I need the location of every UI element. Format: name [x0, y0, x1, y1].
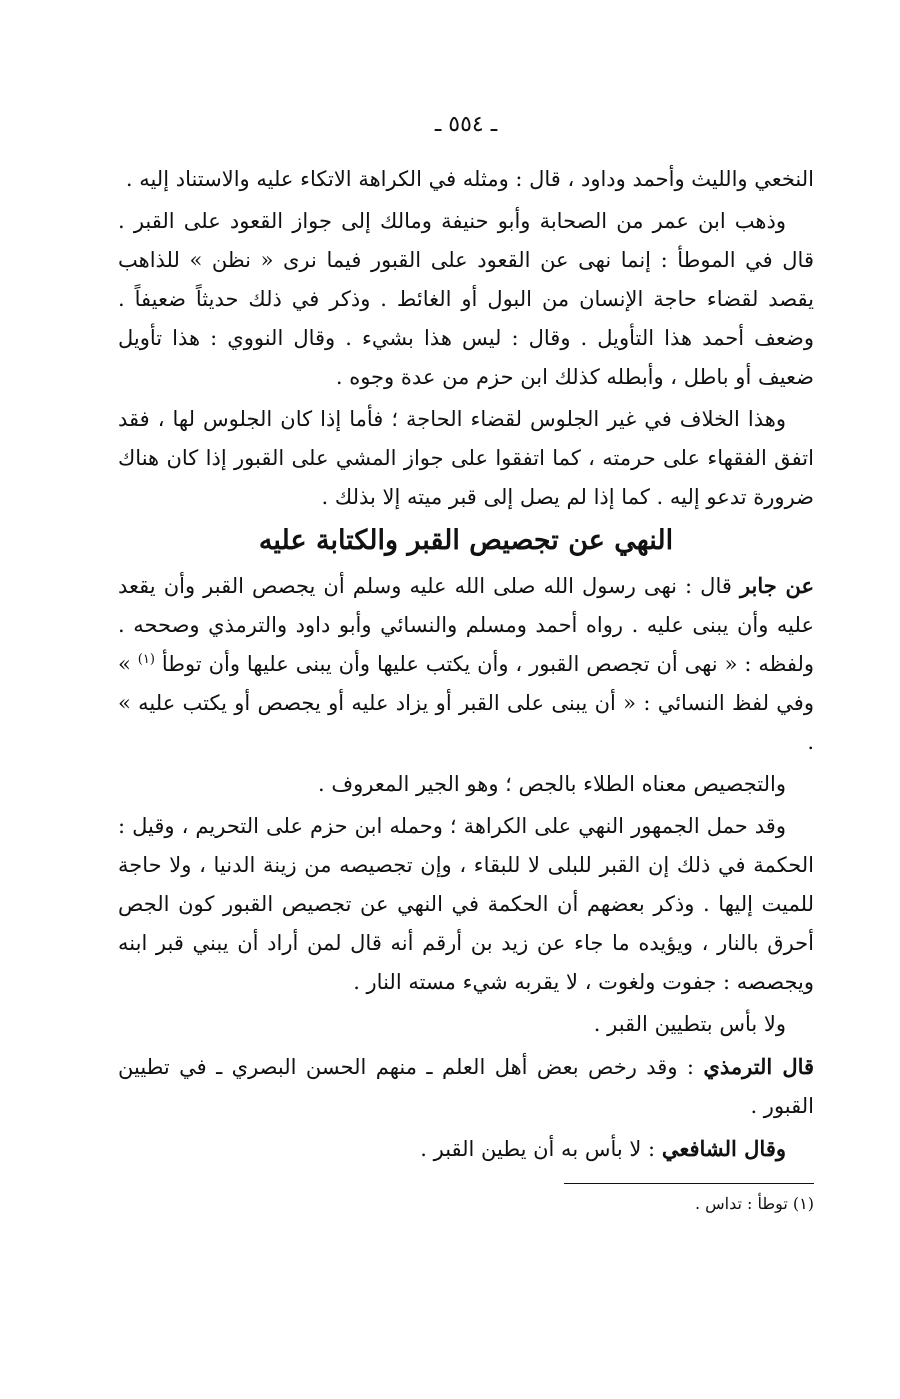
book-page [118, 110, 814, 1216]
page-number: ـ ٥٥٤ ـ [434, 112, 498, 137]
shafii-text: : لا بأس به أن يطين القبر . [420, 1137, 656, 1161]
paragraph-3: وهذا الخلاف في غير الجلوس لقضاء الحاجة ؛ فأما إذا كان الجلوس لها ، فقد اتفق الفقهاء على حرمته ، كما اتفقوا على جواز المشي على القبور إذا كان هناك ضرورة تدعو إليه . كما إذا لم يصل إلى قبر ميته إلا بذلك . [118, 407, 814, 509]
tirmidhi-text: : وقد رخص بعض أهل العلم ـ منهم الحسن البصري ـ في تطيين القبور . [118, 1055, 814, 1118]
tirmidhi-lead: قال الترمذي [703, 1054, 815, 1079]
paragraph-tatyeen: ولا بأس بتطيين القبر . [593, 1012, 786, 1036]
jaber-lead: عن جابر [739, 573, 815, 598]
paragraph-ruling: وقد حمل الجمهور النهي على الكراهة ؛ وحمله ابن حزم على التحريم ، وقيل : الحكمة في ذلك إن القبر للبلى لا للبقاء ، وإن تجصيصه من زينة الدنيا ، ولا حاجة للميت إليها . وذكر بعضهم أن الحكمة في النهي عن تجصيص القبور كون الجص أحرق بالنار ، ويؤيده ما جاء عن زيد بن أرقم أنه قال لمن أراد أن يبني قبر ابنه ويجصصه : جفوت ولغوت ، لا يقربه شيء مسته النار . [118, 814, 814, 994]
footnote-divider [564, 1183, 814, 1184]
section-heading: النهي عن تجصيص القبر والكتابة عليه [258, 525, 674, 556]
footnote: (١) توطأ : تداس . [694, 1194, 814, 1213]
footnote-marker: (١) [137, 652, 155, 667]
paragraph-1: النخعي والليث وأحمد وداود ، قال : ومثله في الكراهة الاتكاء عليه والاستناد إليه . [125, 167, 814, 191]
paragraph-2: وذهب ابن عمر من الصحابة وأبو حنيفة ومالك إلى جواز القعود على القبر . قال في الموطأ : إنما نهى عن القعود على القبور فيما نرى « نظن » للذاهب يقصد لقضاء حاجة الإنسان من البول أو الغائط . وذكر في ذلك حديثاً ضعيفاً . وضعف أحمد هذا التأويل . وقال : ليس هذا بشيء . وقال النووي : هذا تأويل ضعيف أو باطل ، وأبطله كذلك ابن حزم من عدة وجوه . [118, 209, 814, 389]
shafii-lead: وقال الشافعي [661, 1136, 786, 1161]
tirmidhi-paragraph [118, 1047, 814, 1126]
jaber-text-2: » وفي لفظ النسائي : « أن يبنى على القبر أو يزاد عليه أو يجصص أو يكتب عليه » . [118, 652, 814, 754]
jaber-text-1: قال : نهى رسول الله صلى الله عليه وسلم أن يجصص القبر وأن يقعد عليه وأن يبنى عليه . رواه أحمد ومسلم والنسائي وأبو داود والترمذي وصححه . ولفظه : « نهى أن تجصص القبور ، وأن يكتب عليها وأن يبنى عليها وأن توطأ [118, 574, 814, 676]
paragraph-tajsees-meaning: والتجصيص معناه الطلاء بالجص ؛ وهو الجير المعروف . [318, 772, 786, 796]
shafii-paragraph [118, 1129, 814, 1169]
jaber-hadith-paragraph [118, 566, 814, 762]
